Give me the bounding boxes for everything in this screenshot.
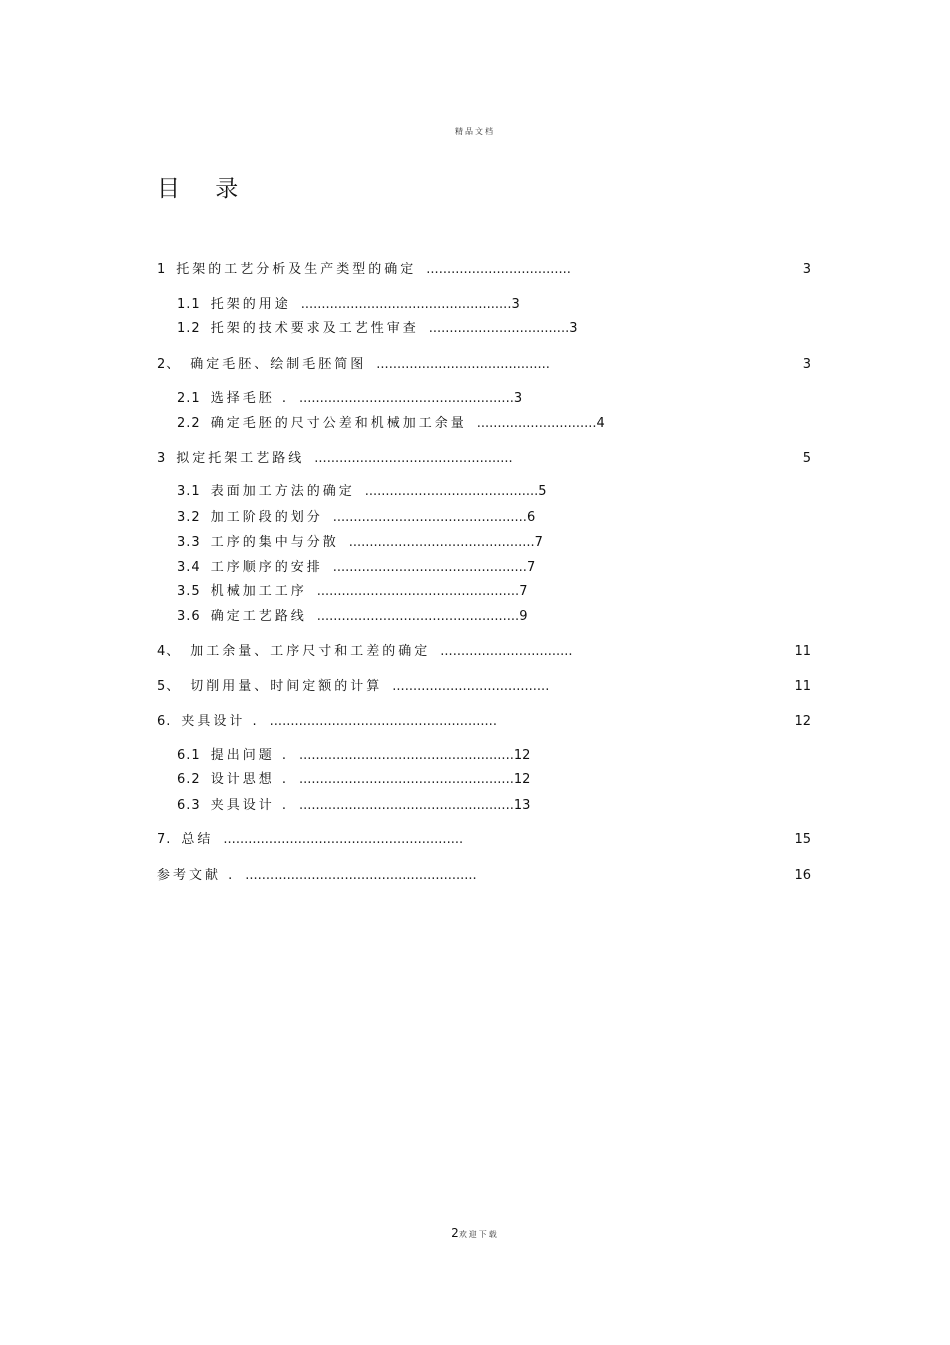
toc-entry-title: 确定毛胚、绘制毛胚简图 (190, 357, 367, 372)
toc-entry-page: 3 (511, 297, 520, 312)
toc-entry-page: 6 (526, 510, 536, 525)
toc-entry-title: 提出问题 . (210, 748, 289, 763)
toc-entry-title: 托架的用途 (210, 297, 291, 312)
toc-entry (157, 831, 463, 849)
toc-entry-leader: ............................................. (348, 535, 535, 550)
toc-entry-leader: .......................................... (364, 484, 539, 499)
toc-entry-title: 设计思想 . (210, 772, 289, 787)
toc-entry (177, 534, 543, 552)
page-header: 精品文档 (455, 127, 495, 136)
toc-entry-number: 2.2 (177, 416, 201, 431)
toc-entry (157, 643, 573, 661)
toc-entry-title: 夹具设计 . (181, 714, 260, 729)
toc-entry-number: 6. (157, 714, 172, 729)
toc-entry-number: 6.2 (177, 772, 201, 787)
toc-entry-number: 3.5 (177, 584, 201, 599)
toc-entry (177, 797, 530, 815)
toc-entry (177, 320, 577, 338)
toc-entry-page: 5 (802, 451, 811, 466)
toc-entry-leader: .................................................... (298, 798, 514, 813)
toc-entry-number: 2.1 (177, 391, 201, 406)
toc-entry-number: 6.3 (177, 798, 201, 813)
toc-entry-number: 1.1 (177, 297, 201, 312)
toc-entry-title: 托架的技术要求及工艺性审查 (210, 321, 419, 336)
toc-entry-page: 7 (519, 584, 528, 599)
toc-entry (177, 509, 535, 527)
toc-entry-page: 7 (526, 560, 536, 575)
toc-entry-number: 6.1 (177, 748, 201, 763)
toc-entry (157, 450, 513, 468)
toc-entry-leader: ................................................. (316, 584, 520, 599)
toc-entry (177, 296, 520, 314)
toc-entry (157, 261, 571, 279)
toc-entry-page: 12 (513, 748, 531, 763)
toc-entry (157, 867, 477, 885)
toc-entry-title: 选择毛胚 . (210, 391, 289, 406)
toc-entry-page: 3 (802, 357, 811, 372)
toc-entry-page: 13 (513, 798, 531, 813)
page-footer (0, 1226, 950, 1240)
toc-entry-number: 7. (157, 832, 172, 847)
toc-entry-leader: ............................................... (332, 510, 527, 525)
toc-entry-leader: .................................................... (298, 748, 514, 763)
toc-entry-leader: ........................................................ (245, 868, 477, 883)
toc-entry-leader: ............................................... (332, 560, 527, 575)
toc-entry-leader: ............................. (476, 416, 597, 431)
footer-text: 欢迎下载 (458, 1230, 499, 1239)
toc-entry-title: 夹具设计 . (210, 798, 289, 813)
toc-entry-title: 总结 (181, 832, 214, 847)
toc-entry-number: 1 (157, 262, 167, 277)
toc-entry-leader: ................................ (440, 644, 573, 659)
toc-entry-leader: .......................................... (376, 357, 550, 372)
toc-entry-leader: ...................................... (392, 679, 550, 694)
toc-entry-number: 1.2 (177, 321, 201, 336)
toc-entry (177, 390, 522, 408)
toc-entry (177, 747, 530, 765)
toc-entry-page: 12 (513, 772, 531, 787)
toc-entry-leader: ....................................................... (269, 714, 497, 729)
toc-entry-leader: ................................................. (316, 609, 520, 624)
toc-entry (157, 356, 550, 374)
toc-entry-page: 12 (794, 714, 811, 729)
toc-entry-title: 确定毛胚的尺寸公差和机械加工余量 (210, 416, 467, 431)
toc-entry (157, 713, 497, 731)
toc-entry-leader: .......................................................... (223, 832, 464, 847)
toc-entry-page: 11 (794, 679, 811, 694)
toc-entry-title: 工序的集中与分散 (210, 535, 339, 550)
toc-entry-page: 3 (802, 262, 811, 277)
toc-entry-number: 3.2 (177, 510, 201, 525)
toc-entry-title: 加工余量、工序尺寸和工差的确定 (190, 644, 431, 659)
toc-entry-page: 16 (794, 868, 811, 883)
toc-entry-number: 3.4 (177, 560, 201, 575)
toc-entry-title: 参考文献 . (157, 868, 236, 883)
toc-entry (157, 678, 549, 696)
toc-entry (177, 771, 530, 789)
toc-entry-page: 9 (519, 609, 528, 624)
toc-entry-title: 拟定托架工艺路线 (176, 451, 305, 466)
page-title: 目 录 (157, 176, 253, 202)
toc-entry-leader: ................................................... (300, 297, 512, 312)
toc-entry (177, 608, 527, 626)
toc-entry-leader: .................................................... (298, 772, 514, 787)
toc-entry-title: 托架的工艺分析及生产类型的确定 (176, 262, 417, 277)
toc-entry-title: 机械加工工序 (210, 584, 307, 599)
footer-page-number: 2 (451, 1226, 459, 1240)
toc-entry-page: 15 (794, 832, 811, 847)
toc-entry-title: 加工阶段的划分 (210, 510, 323, 525)
toc-entry-page: 3 (513, 391, 523, 406)
toc-entry-title: 切削用量、时间定额的计算 (190, 679, 383, 694)
toc-entry-leader: .................................. (428, 321, 570, 336)
toc-entry-title: 确定工艺路线 (210, 609, 307, 624)
toc-entry-leader: ................................................ (314, 451, 513, 466)
toc-entry-page: 7 (534, 535, 543, 550)
toc-entry-number: 4、 (157, 644, 181, 659)
toc-entry-leader: ................................... (426, 262, 571, 277)
toc-entry-number: 2、 (157, 357, 181, 372)
toc-entry-number: 3.1 (177, 484, 201, 499)
toc-entry-number: 3 (157, 451, 167, 466)
toc-entry-number: 3.6 (177, 609, 201, 624)
toc-entry-page: 4 (596, 416, 605, 431)
toc-entry-title: 工序顺序的安排 (210, 560, 323, 575)
toc-entry-page: 11 (794, 644, 811, 659)
toc-entry (177, 415, 605, 433)
toc-entry (177, 483, 547, 501)
toc-entry (177, 583, 527, 601)
toc-entry (177, 559, 535, 577)
toc-entry-number: 5、 (157, 679, 181, 694)
toc-entry-number: 3.3 (177, 535, 201, 550)
toc-entry-page: 3 (569, 321, 578, 336)
toc-entry-page: 5 (538, 484, 547, 499)
toc-entry-title: 表面加工方法的确定 (210, 484, 355, 499)
toc-entry-leader: .................................................... (298, 391, 514, 406)
